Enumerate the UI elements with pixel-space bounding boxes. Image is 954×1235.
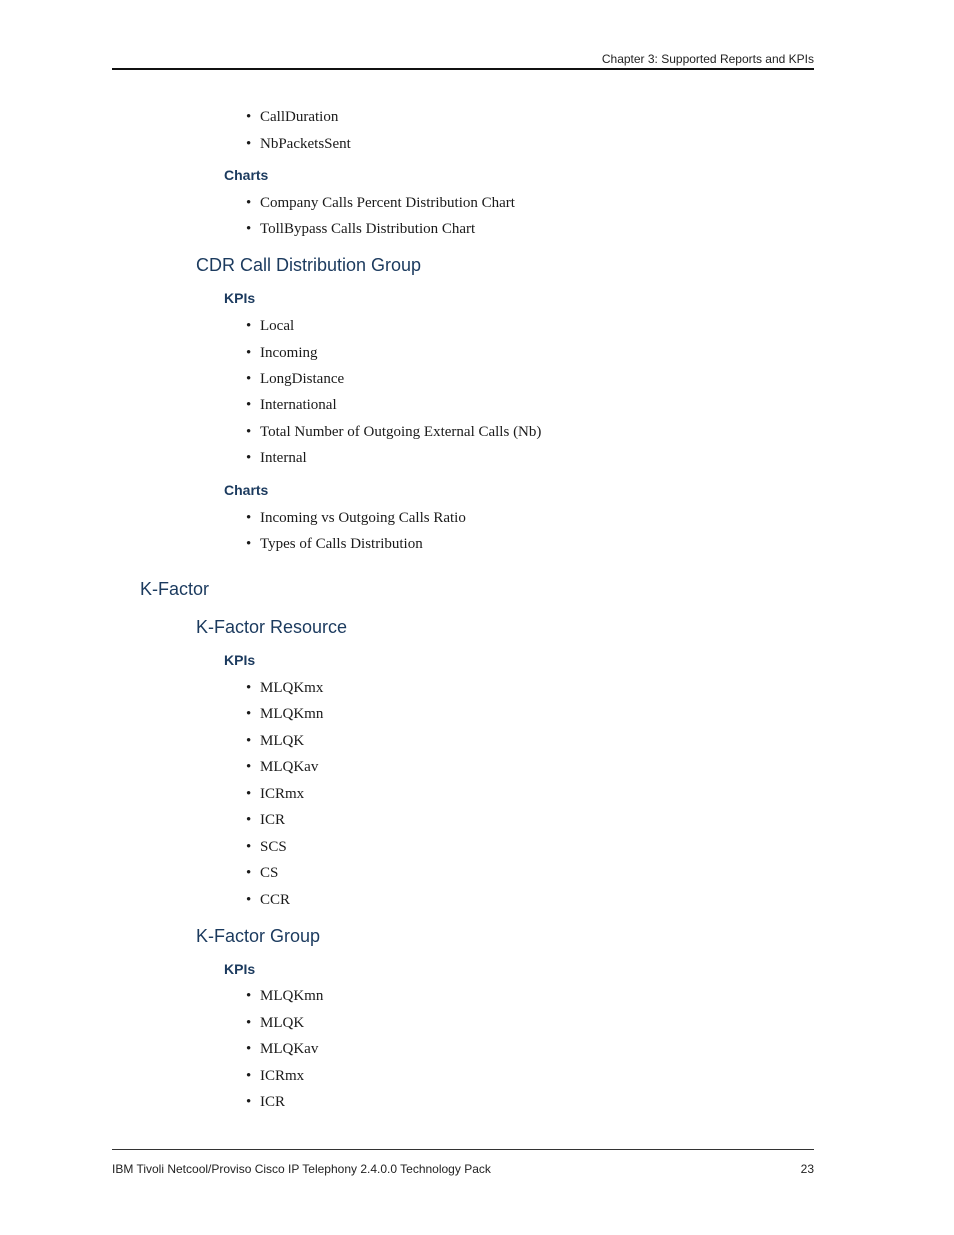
page-number: 23 [800, 1162, 814, 1176]
list-item: • CallDuration [246, 108, 338, 126]
list-item: • ICRmx [246, 785, 304, 803]
list-item: • MLQK [246, 732, 304, 750]
charts-label: Charts [224, 482, 269, 498]
list-item: • CS [246, 864, 278, 882]
list-item: • SCS [246, 838, 287, 856]
list-item: • International [246, 396, 337, 414]
list-item: • Internal [246, 449, 307, 467]
list-item: • ICR [246, 1093, 285, 1111]
list-item: • LongDistance [246, 370, 344, 388]
charts-label: Charts [224, 167, 269, 183]
kpis-label: KPIs [224, 961, 256, 977]
footer-title: IBM Tivoli Netcool/Proviso Cisco IP Telephony 2.4.0.0 Technology Pack [112, 1162, 491, 1176]
list-item: • MLQKav [246, 1040, 318, 1058]
list-item: • ICRmx [246, 1067, 304, 1085]
list-item: • Incoming vs Outgoing Calls Ratio [246, 509, 466, 527]
list-item: • CCR [246, 891, 290, 909]
kpis-label: KPIs [224, 290, 256, 306]
list-item: • Incoming [246, 344, 318, 362]
list-item: • ICR [246, 811, 285, 829]
list-item: • NbPacketsSent [246, 135, 351, 153]
list-item: • Local [246, 317, 294, 335]
list-item: • Types of Calls Distribution [246, 535, 423, 553]
list-item: • TollBypass Calls Distribution Chart [246, 220, 475, 238]
list-item: • MLQKmn [246, 987, 323, 1005]
section-heading-cdr-call-distribution-group: CDR Call Distribution Group [196, 255, 422, 275]
running-header: Chapter 3: Supported Reports and KPIs [601, 52, 814, 66]
list-item: • Company Calls Percent Distribution Chart [246, 194, 515, 212]
section-heading-k-factor-group: K-Factor Group [196, 926, 321, 946]
section-heading-k-factor: K-Factor [140, 579, 210, 599]
list-item: • Total Number of Outgoing External Calls (Nb) [246, 423, 541, 441]
list-item: • MLQKav [246, 758, 318, 776]
list-item: • MLQKmn [246, 705, 323, 723]
kpis-label: KPIs [224, 652, 256, 668]
list-item: • MLQK [246, 1014, 304, 1032]
footer-rule [112, 1149, 814, 1150]
header-rule [112, 68, 814, 70]
section-heading-k-factor-resource: K-Factor Resource [196, 617, 348, 637]
list-item: • MLQKmx [246, 679, 323, 697]
